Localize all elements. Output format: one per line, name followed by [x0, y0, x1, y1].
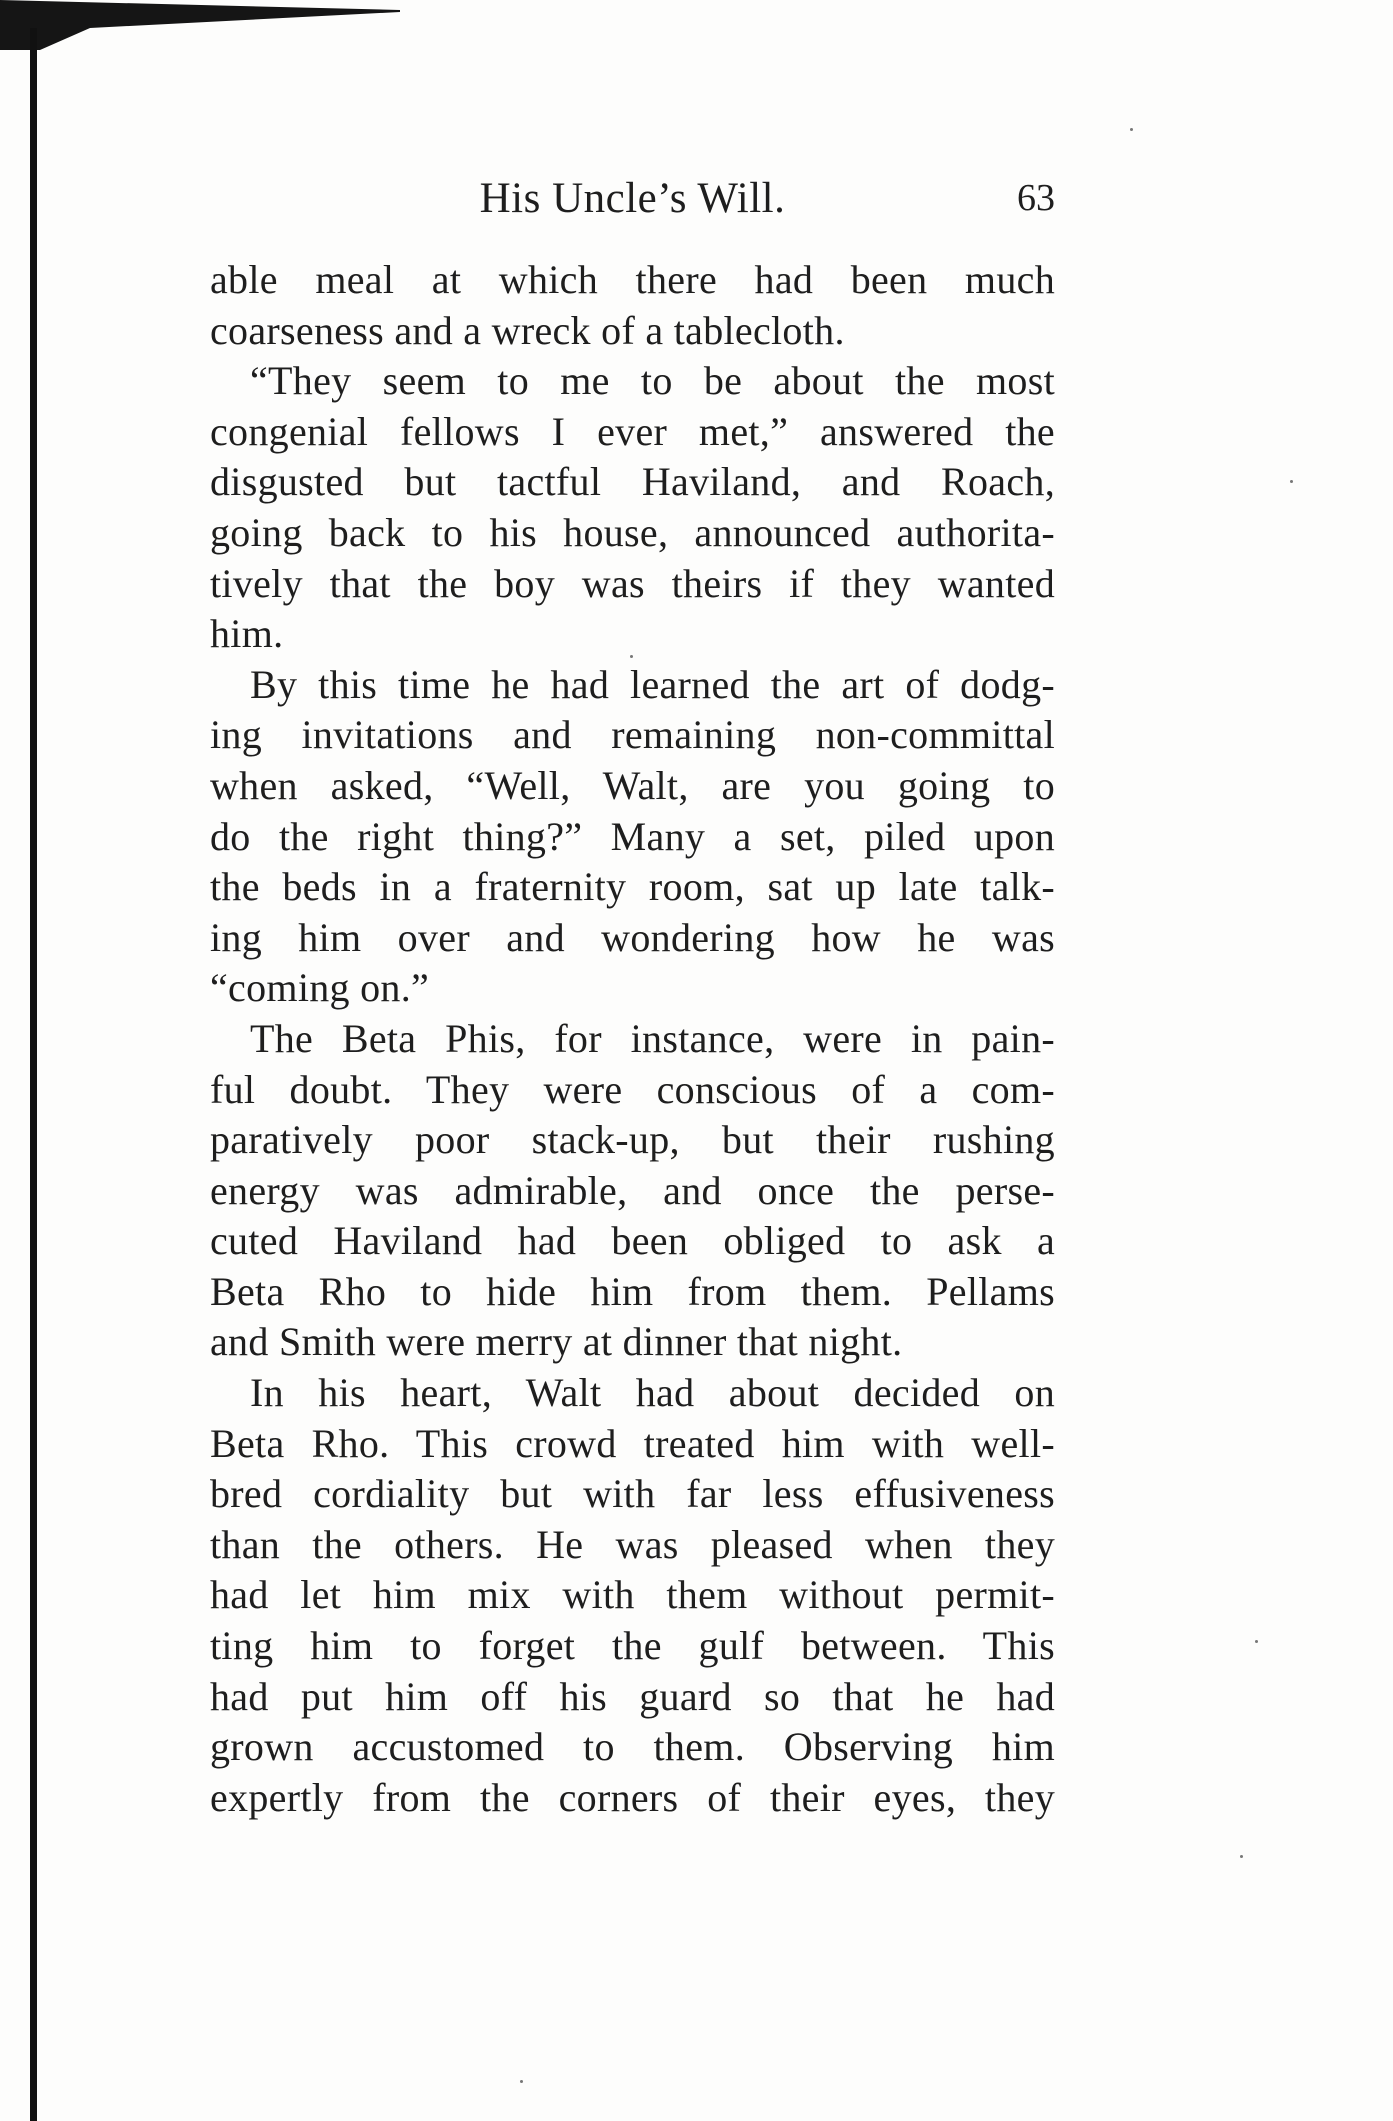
text-line: “They seem to me to be about the most	[250, 358, 1055, 404]
text-line: “coming on.”	[210, 965, 430, 1011]
text-line: tively that the boy was theirs if they wanted	[210, 560, 1055, 606]
text-line: By this time he had learned the art of dodg-	[250, 661, 1055, 707]
text-line: going back to his house, announced authorita-	[210, 509, 1055, 555]
text-line: do the right thing?” Many a set, piled upon	[210, 813, 1055, 859]
text-line: had put him off his guard so that he had	[210, 1673, 1055, 1719]
text-line: energy was admirable, and once the perse-	[210, 1167, 1055, 1213]
text-line: bred cordiality but with far less effusiveness	[210, 1471, 1055, 1517]
text-line: Beta Rho to hide him from them. Pellams	[210, 1268, 1055, 1314]
text-line: ful doubt. They were conscious of a com-	[210, 1066, 1055, 1112]
text-line: the beds in a fraternity room, sat up late talk-	[210, 864, 1055, 910]
text-line: able meal at which there had been much	[210, 257, 1055, 302]
text-line: had let him mix with them without permit-	[210, 1572, 1055, 1618]
text-line: grown accustomed to them. Observing him	[210, 1724, 1055, 1770]
text-line: cuted Haviland had been obliged to ask a	[210, 1218, 1055, 1264]
text-line: ing invitations and remaining non-committal	[210, 712, 1055, 758]
scan-speck	[1290, 480, 1293, 483]
binding-edge-line	[30, 28, 37, 2121]
text-line: and Smith were merry at dinner that night.	[210, 1319, 903, 1365]
running-head	[210, 170, 1055, 230]
text-line: ting him to forget the gulf between. This	[210, 1623, 1055, 1669]
text-line: ing him over and wondering how he was	[210, 914, 1055, 960]
text-line: congenial fellows I ever met,” answered the	[210, 408, 1055, 454]
text-line: when asked, “Well, Walt, are you going to	[210, 762, 1055, 808]
text-line: coarseness and a wreck of a tablecloth.	[210, 307, 845, 353]
text-line: Beta Rho. This crowd treated him with well-	[210, 1420, 1055, 1466]
binding-shadow	[0, 0, 400, 50]
text-line: paratively poor stack-up, but their rushing	[210, 1117, 1055, 1163]
text-line: disgusted but tactful Haviland, and Roach,	[210, 459, 1055, 505]
scan-speck	[630, 655, 633, 658]
scan-speck	[1130, 128, 1133, 131]
scan-speck	[1240, 1855, 1243, 1858]
scan-speck	[1255, 1640, 1258, 1643]
body-text	[210, 255, 1055, 1823]
text-line: In his heart, Walt had about decided on	[250, 1370, 1055, 1416]
text-line: The Beta Phis, for instance, were in pain-	[250, 1015, 1055, 1061]
page-number: 63	[1017, 177, 1055, 219]
text-line: expertly from the corners of their eyes, they	[210, 1774, 1055, 1820]
running-title: His Uncle’s Will.	[479, 175, 786, 222]
text-line: than the others. He was pleased when they	[210, 1521, 1055, 1567]
text-line: him.	[210, 611, 284, 657]
scan-speck	[520, 2080, 523, 2083]
